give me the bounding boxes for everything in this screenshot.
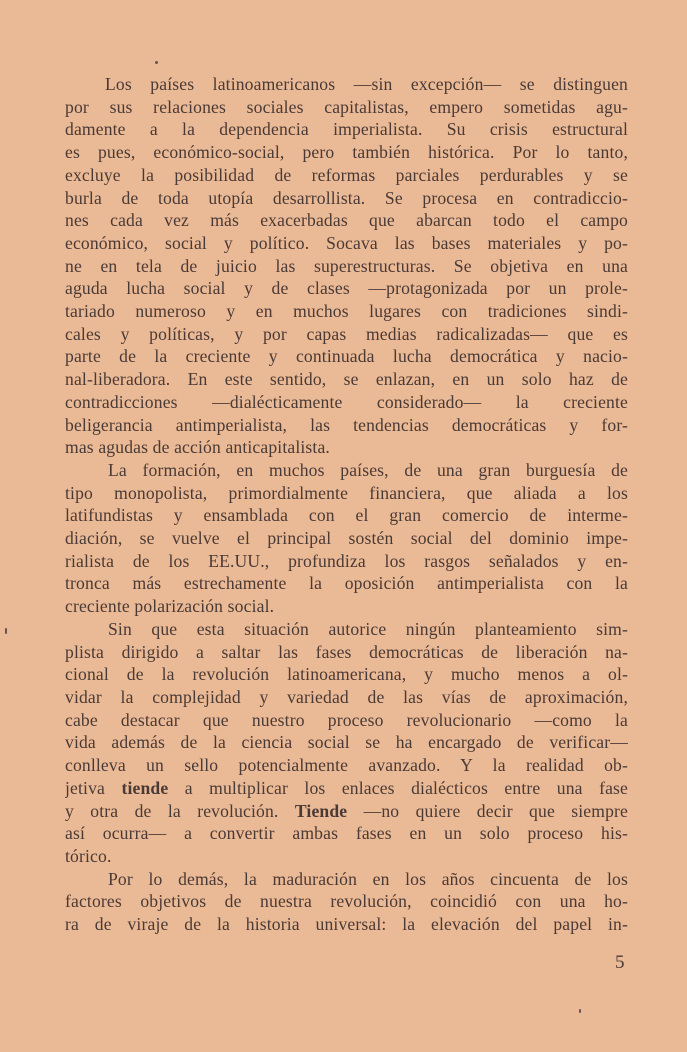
body-text	[65, 73, 628, 936]
text-line: por sus relaciones sociales capitalistas, empero sometidas agu-	[65, 96, 628, 117]
text-line: tórico.	[65, 845, 112, 866]
text-line: Por lo demás, la maduración en los años cincuenta de los	[108, 868, 628, 889]
ink-speck	[155, 61, 158, 64]
text-line	[65, 777, 628, 800]
text-line: vida además de la ciencia social se ha encargado de verificar—	[65, 732, 628, 753]
text-line: damente a la dependencia imperialista. Su crisis estructural	[65, 119, 628, 140]
text-line: mas agudas de acción anticapitalista.	[65, 437, 330, 458]
emphasis-word: tiende	[121, 777, 169, 798]
text-line: cales y políticas, y por capas medias radicalizadas— que es	[65, 323, 628, 344]
text-line: La formación, en muchos países, de una gran burguesía de	[108, 459, 628, 480]
text-line: vidar la complejidad y variedad de las vías de aproximación,	[65, 686, 628, 707]
text-line: es pues, económico-social, pero también histórica. Por lo tanto,	[65, 142, 628, 163]
text-line: latifundistas y ensamblada con el gran comercio de interme-	[65, 505, 628, 526]
paragraph-2	[65, 459, 628, 618]
text-line: económico, social y político. Socava las bases materiales y po-	[65, 232, 628, 253]
text-line: Sin que esta situación autorice ningún planteamiento sim-	[108, 618, 628, 639]
text-line: factores objetivos de nuestra revolución, coincidió con una ho-	[65, 891, 628, 912]
text-line: rialista de los EE.UU., profundiza los rasgos señalados y en-	[65, 550, 628, 571]
text-line: parte de la creciente y continuada lucha democrática y nacio-	[65, 346, 628, 367]
text-line: Los países latinoamericanos —sin excepción— se distinguen	[105, 74, 628, 94]
text-fragment: a multiplicar los enlaces dialécticos entre una fase	[168, 777, 628, 798]
text-line: plista dirigido a saltar las fases democráticas de liberación na-	[65, 641, 628, 662]
text-line: burla de toda utopía desarrollista. Se procesa en contradiccio-	[65, 187, 628, 208]
emphasis-word: Tiende	[294, 800, 348, 821]
text-line: nal-liberadora. En este sentido, se enlazan, en un solo haz de	[65, 369, 628, 390]
text-line: excluye la posibilidad de reformas parciales perdurables y se	[65, 164, 628, 185]
text-line: así ocurra— a convertir ambas fases en un solo proceso his-	[65, 823, 628, 844]
text-fragment: y otra de la revolución.	[65, 800, 295, 821]
paragraph-1	[65, 73, 628, 459]
text-line	[65, 800, 628, 823]
ink-speck	[5, 628, 7, 634]
text-line: ne en tela de juicio las superestructuras. Se objetiva en una	[65, 255, 628, 276]
text-line: creciente polarización social.	[65, 596, 275, 617]
text-line: aguda lucha social y de clases —protagonizada por un prole-	[65, 278, 628, 299]
text-line: cabe destacar que nuestro proceso revolucionario —como la	[65, 709, 628, 730]
text-line: cional de la revolución latinoamericana, y mucho menos a ol-	[65, 664, 628, 685]
page-number: 5	[615, 952, 625, 973]
text-fragment: —no quiere decir que siempre	[347, 800, 628, 821]
ink-speck	[579, 1009, 581, 1013]
text-line: beligerancia antimperialista, las tendencias democráticas y for-	[65, 414, 628, 435]
text-line: tronca más estrechamente la oposición antimperialista con la	[65, 573, 628, 594]
text-line: ra de viraje de la historia universal: la elevación del papel in-	[65, 914, 628, 935]
text-line: tariado numeroso y en muchos lugares con tradiciones sindi-	[65, 301, 628, 322]
text-fragment: jetiva	[65, 777, 122, 798]
text-line: tipo monopolista, primordialmente financiera, que aliada a los	[65, 482, 628, 503]
paragraph-3	[65, 618, 628, 868]
paragraph-4	[65, 868, 628, 936]
text-line: nes cada vez más exacerbadas que abarcan todo el campo	[65, 210, 628, 231]
text-line: contradicciones —dialécticamente considerado— la creciente	[65, 391, 628, 412]
text-line: diación, se vuelve el principal sostén social del dominio impe-	[65, 528, 628, 549]
text-line: conlleva un sello potencialmente avanzado. Y la realidad ob-	[65, 755, 628, 776]
